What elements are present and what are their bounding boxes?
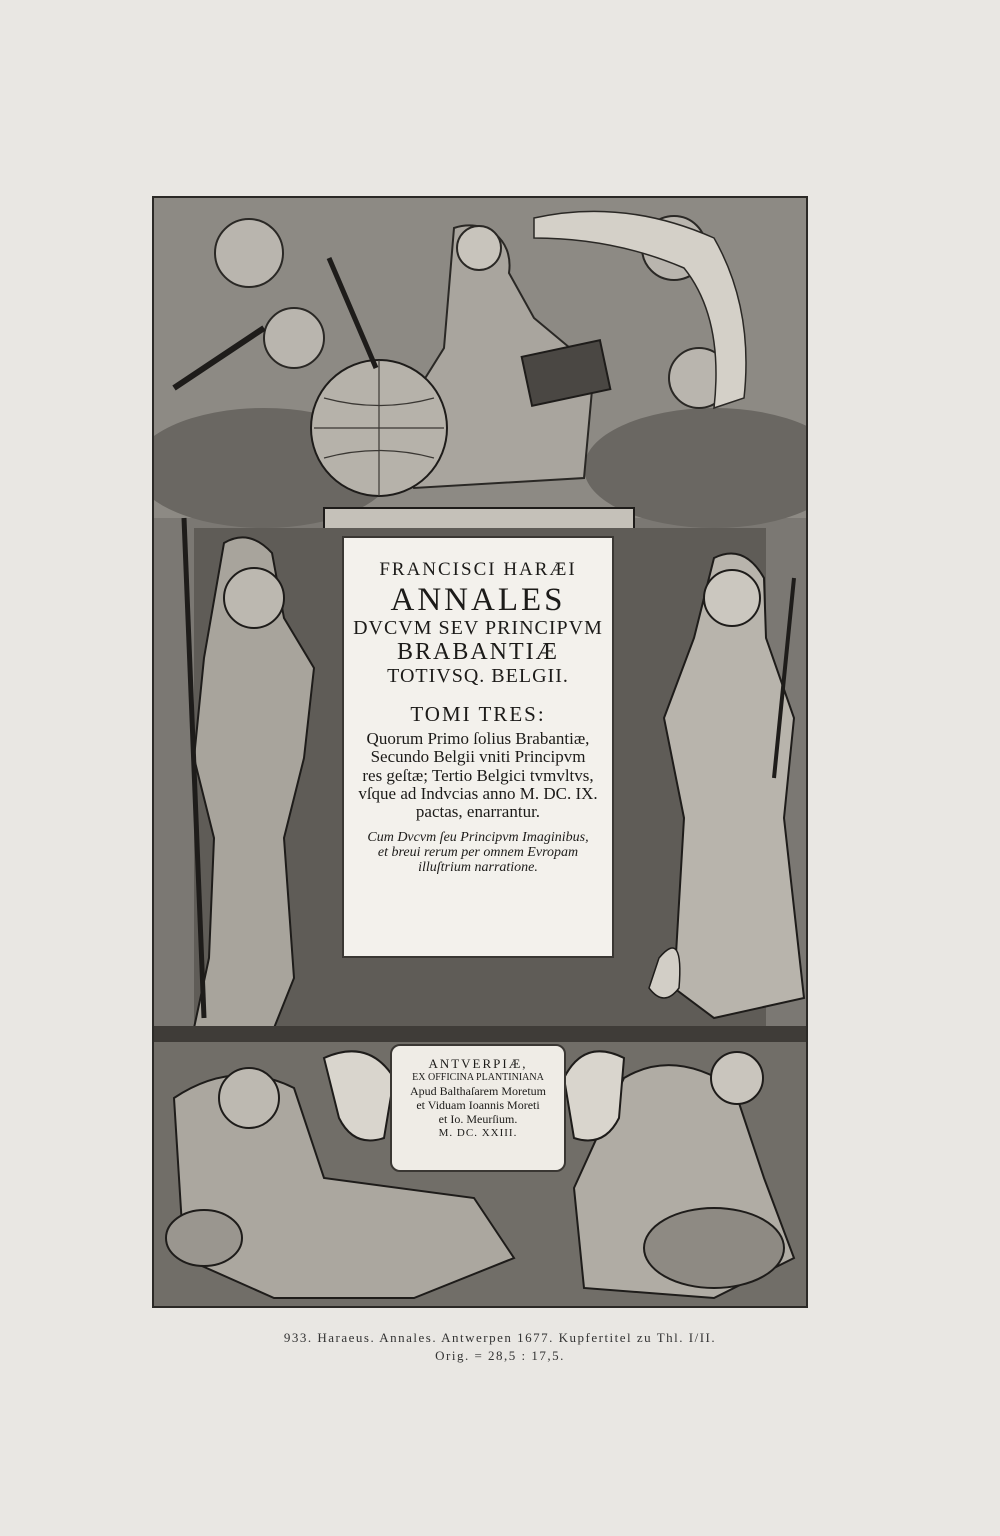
imprint-office: EX OFFICINA PLANTINIANA	[412, 1071, 544, 1083]
ledge	[154, 1026, 806, 1042]
imprint-printer: et Io. Meurſium.	[438, 1112, 518, 1127]
title-line-3: DVCVM SEV PRINCIPVM	[353, 617, 603, 640]
tomi-heading: TOMI TRES:	[410, 702, 546, 727]
author-name: FRANCISCI HARÆI	[379, 559, 577, 580]
imprint-year: M. DC. XXIII.	[438, 1126, 518, 1139]
italic-line: illuſtrium narratione.	[418, 859, 538, 875]
crowned-head	[711, 1052, 763, 1104]
desc-line: vſque ad Indvcias anno M. DC. IX.	[358, 783, 598, 803]
engraved-title-plate	[152, 196, 808, 1308]
cherub-left	[264, 308, 324, 368]
cherub-trumpet	[215, 219, 283, 287]
italic-line: et breui rerum per omnem Evropam	[377, 844, 579, 860]
book-title: ANNALES	[390, 581, 566, 618]
imprint-cartouche	[390, 1044, 566, 1172]
title-line-4: BRABANTIÆ	[396, 638, 559, 665]
figure-caption: 933. Haraeus. Annales. Antwerpen 1677. Kupfertitel zu Thl. I/II.	[283, 1330, 717, 1345]
warrior-helmet	[224, 568, 284, 628]
imprint-printer: et Viduam Ioannis Moreti	[416, 1097, 540, 1112]
italic-line: Cum Dvcvm ſeu Principvm Imaginibus,	[367, 829, 589, 845]
desc-line: Quorum Primo ſolius Brabantiæ,	[366, 728, 590, 748]
imprint-printer: Apud Balthaſarem Moretum	[410, 1083, 546, 1098]
desc-line: res geſtæ; Tertio Belgici tvmvltvs,	[362, 765, 594, 785]
desc-line: Secundo Belgii vniti Principvm	[370, 747, 586, 767]
woman-head	[704, 570, 760, 626]
fame-head	[457, 226, 501, 270]
title-line-5: TOTIVSQ. BELGII.	[387, 664, 569, 687]
urn	[166, 1210, 242, 1266]
title-tablet	[342, 536, 614, 958]
figure-caption-dimensions: Orig. = 28,5 : 17,5.	[435, 1348, 565, 1363]
desc-line: pactas, enarrantur.	[415, 802, 541, 822]
imprint-place: ANTVERPIÆ,	[428, 1056, 528, 1071]
river-god-head	[219, 1068, 279, 1128]
lion	[644, 1208, 784, 1288]
